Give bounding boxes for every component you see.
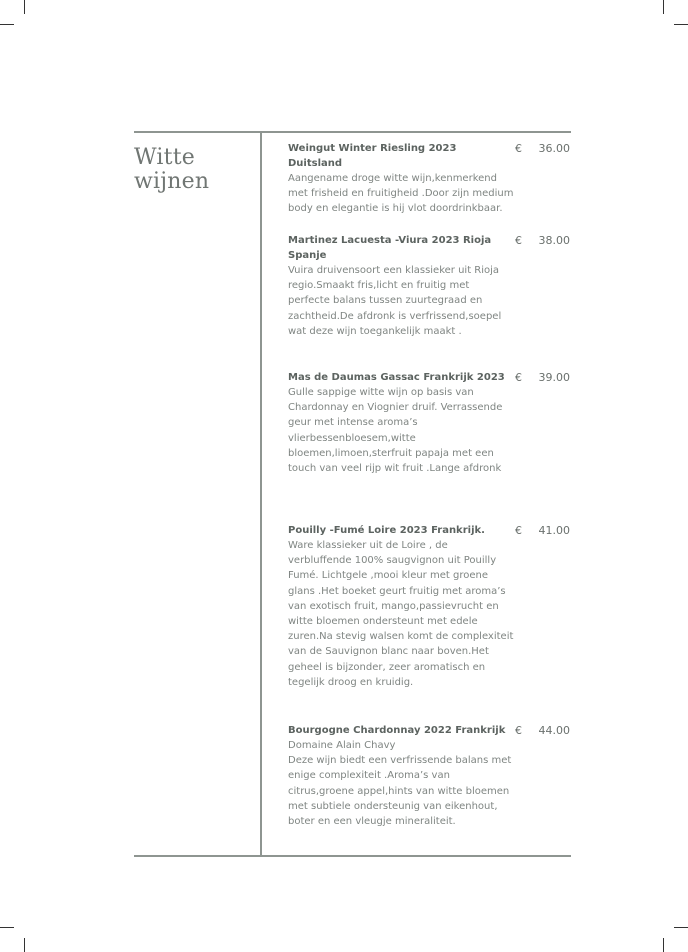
section-title-line-1: Witte xyxy=(134,145,195,170)
wine-price: 41.00 xyxy=(538,524,570,537)
section-title-line-2: wijnen xyxy=(134,169,210,194)
currency-symbol: € xyxy=(515,371,522,384)
wine-item xyxy=(288,233,578,339)
vertical-divider xyxy=(260,133,262,855)
currency-symbol: € xyxy=(515,234,522,247)
crop-mark-bottom-right-v xyxy=(663,938,664,952)
wine-description: Gulle sappige witte wijn op basis van Chardonnay en Viognier druif. Verrassende geur met intense aroma’s vlierbessenbloesem,witte bloemen,limoen,sterfruit papaja met een touch van veel rijp wit fruit .Lange afdronk xyxy=(288,387,503,475)
wine-description: Aangename droge witte wijn,kenmerkend met frisheid en fruitigheid .Door zijn medium body en elegantie is hij vlot doordrinkbaar. xyxy=(288,173,514,215)
crop-mark-bottom-left-v xyxy=(24,938,25,952)
crop-mark-bottom-left-h xyxy=(0,927,14,928)
wine-price: 38.00 xyxy=(538,234,570,247)
wine-description: Deze wijn biedt een verfrissende balans met enige complexiteit .Aroma’s van citrus,groene appel,hints van witte bloemen met subtiele ondersteunig van eikenhout, boter en een vleugje mineraliteit. xyxy=(288,755,512,828)
wine-item xyxy=(288,370,578,476)
bottom-divider xyxy=(134,855,571,857)
wine-name: Martinez Lacuesta -Viura 2023 Rioja Spanje xyxy=(288,235,492,261)
currency-symbol: € xyxy=(515,524,522,537)
wine-description: Ware klassieker uit de Loire , de verbluffende 100% saugvignon uit Pouilly Fumé. Lichtgele ,mooi kleur met groene glans .Het boeket geurt fruitig met aroma’s van exotisch fruit, mango,passievrucht en witte bloemen ondersteunt met edele zuren.Na stevig walsen komt de complexiteit van de Sauvignon blanc naar boven.Het geheel is bijzonder, zeer aromatisch en tegelijk droog en kruidig. xyxy=(288,540,514,688)
wine-item xyxy=(288,141,578,217)
currency-symbol: € xyxy=(515,142,522,155)
crop-mark-bottom-right-h xyxy=(674,927,688,928)
wine-price: 36.00 xyxy=(538,142,570,155)
wine-price: 44.00 xyxy=(538,724,570,737)
crop-mark-top-left-h xyxy=(0,24,14,25)
currency-symbol: € xyxy=(515,724,522,737)
crop-mark-top-left-v xyxy=(24,0,25,14)
wine-producer: Domaine Alain Chavy xyxy=(288,740,396,751)
section-title xyxy=(134,146,244,194)
top-divider xyxy=(134,131,571,133)
wine-name: Bourgogne Chardonnay 2022 Frankrijk xyxy=(288,725,506,736)
wine-name: Weingut Winter Riesling 2023 Duitsland xyxy=(288,143,457,169)
wine-name: Mas de Daumas Gassac Frankrijk 2023 xyxy=(288,372,505,383)
crop-mark-top-right-v xyxy=(663,0,664,14)
wine-description: Vuira druivensoort een klassieker uit Rioja regio.Smaakt fris,licht en fruitig met perfecte balans tussen zuurtegraad en zachtheid.De afdronk is verfrissend,soepel wat deze wijn toegankelijk maakt . xyxy=(288,265,502,337)
wine-item xyxy=(288,523,578,690)
wine-price: 39.00 xyxy=(538,371,570,384)
crop-mark-top-right-h xyxy=(674,24,688,25)
wine-name: Pouilly -Fumé Loire 2023 Frankrijk. xyxy=(288,525,485,536)
wine-item xyxy=(288,723,578,829)
